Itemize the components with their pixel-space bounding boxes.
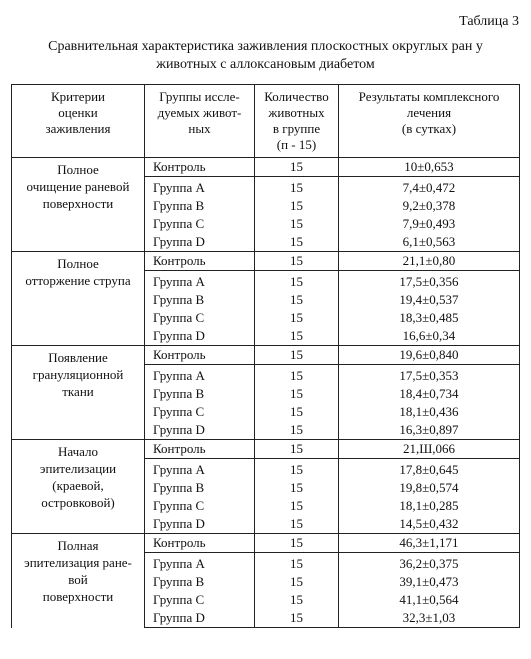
count-cell: 15 — [255, 609, 339, 628]
table-row — [12, 252, 520, 271]
header-groups: Группы иссле- дуемых живот- ных — [145, 85, 255, 158]
group-cell: Группа D — [145, 421, 255, 440]
count-cell: 15 — [255, 385, 339, 403]
count-cell: 15 — [255, 309, 339, 327]
result-cell: 21,1±0,80 — [339, 252, 520, 271]
result-cell: 19,4±0,537 — [339, 291, 520, 309]
count-cell: 15 — [255, 591, 339, 609]
group-cell: Группа D — [145, 327, 255, 346]
table-number: Таблица 3 — [459, 14, 519, 29]
header-count: Количество животных в группе (п - 15) — [255, 85, 339, 158]
result-cell: 9,2±0,378 — [339, 197, 520, 215]
group-cell: Контроль — [145, 534, 255, 553]
group-cell: Группа С — [145, 403, 255, 421]
result-cell: 46,3±1,171 — [339, 534, 520, 553]
result-cell: 17,5±0,353 — [339, 365, 520, 386]
caption-line-2: животных с аллоксановым диабетом — [156, 57, 375, 72]
result-cell: 41,1±0,564 — [339, 591, 520, 609]
count-cell: 15 — [255, 515, 339, 534]
group-cell: Группа В — [145, 291, 255, 309]
count-cell: 15 — [255, 534, 339, 553]
result-cell: 16,3±0,897 — [339, 421, 520, 440]
group-cell: Группа D — [145, 609, 255, 628]
result-cell: 19,6±0,840 — [339, 346, 520, 365]
criterion-cell: Появление грануляционной ткани — [12, 346, 145, 440]
group-cell: Группа D — [145, 233, 255, 252]
group-cell: Группа D — [145, 515, 255, 534]
count-cell: 15 — [255, 233, 339, 252]
count-cell: 15 — [255, 365, 339, 386]
healing-table — [11, 84, 520, 628]
group-cell: Контроль — [145, 346, 255, 365]
count-cell: 15 — [255, 553, 339, 574]
count-cell: 15 — [255, 271, 339, 292]
count-cell: 15 — [255, 291, 339, 309]
table-row — [12, 158, 520, 177]
count-cell: 15 — [255, 479, 339, 497]
criterion-cell: Полное очищение раневой поверхности — [12, 158, 145, 252]
group-cell: Группа С — [145, 215, 255, 233]
count-cell: 15 — [255, 158, 339, 177]
result-cell: 18,1±0,285 — [339, 497, 520, 515]
result-cell: 14,5±0,432 — [339, 515, 520, 534]
group-cell: Контроль — [145, 158, 255, 177]
table-caption — [0, 38, 531, 74]
result-cell: 7,9±0,493 — [339, 215, 520, 233]
group-cell: Контроль — [145, 252, 255, 271]
group-cell: Группа В — [145, 197, 255, 215]
result-cell: 17,5±0,356 — [339, 271, 520, 292]
count-cell: 15 — [255, 177, 339, 198]
criterion-cell: Полное отторжение струпа — [12, 252, 145, 346]
count-cell: 15 — [255, 346, 339, 365]
header-results: Результаты комплексного лечения (в сутках) — [339, 85, 520, 158]
count-cell: 15 — [255, 403, 339, 421]
group-cell: Группа В — [145, 385, 255, 403]
result-cell: 7,4±0,472 — [339, 177, 520, 198]
count-cell: 15 — [255, 497, 339, 515]
count-cell: 15 — [255, 459, 339, 480]
result-cell: 18,4±0,734 — [339, 385, 520, 403]
group-cell: Группа А — [145, 459, 255, 480]
result-cell: 36,2±0,375 — [339, 553, 520, 574]
result-cell: 17,8±0,645 — [339, 459, 520, 480]
count-cell: 15 — [255, 252, 339, 271]
group-cell: Группа С — [145, 591, 255, 609]
table-row — [12, 534, 520, 553]
group-cell: Группа А — [145, 177, 255, 198]
count-cell: 15 — [255, 440, 339, 459]
group-cell: Контроль — [145, 440, 255, 459]
group-cell: Группа С — [145, 497, 255, 515]
header-row — [12, 85, 520, 158]
caption-line-1: Сравнительная характеристика заживления плоскостных округлых ран у — [48, 39, 483, 54]
count-cell: 15 — [255, 197, 339, 215]
count-cell: 15 — [255, 421, 339, 440]
group-cell: Группа В — [145, 573, 255, 591]
result-cell: 10±0,653 — [339, 158, 520, 177]
table-row — [12, 346, 520, 365]
result-cell: 16,6±0,34 — [339, 327, 520, 346]
result-cell: 21,Ш,066 — [339, 440, 520, 459]
group-cell: Группа В — [145, 479, 255, 497]
result-cell: 18,3±0,485 — [339, 309, 520, 327]
result-cell: 32,3±1,03 — [339, 609, 520, 628]
group-cell: Группа А — [145, 271, 255, 292]
result-cell: 19,8±0,574 — [339, 479, 520, 497]
count-cell: 15 — [255, 215, 339, 233]
result-cell: 18,1±0,436 — [339, 403, 520, 421]
table-row — [12, 440, 520, 459]
result-cell: 39,1±0,473 — [339, 573, 520, 591]
group-cell: Группа С — [145, 309, 255, 327]
criterion-cell: Начало эпителизации (краевой, островковой) — [12, 440, 145, 534]
criterion-cell: Полная эпителизация ране- вой поверхности — [12, 534, 145, 628]
count-cell: 15 — [255, 327, 339, 346]
header-criteria: Критерии оценки заживления — [12, 85, 145, 158]
result-cell: 6,1±0,563 — [339, 233, 520, 252]
count-cell: 15 — [255, 573, 339, 591]
group-cell: Группа А — [145, 553, 255, 574]
group-cell: Группа А — [145, 365, 255, 386]
